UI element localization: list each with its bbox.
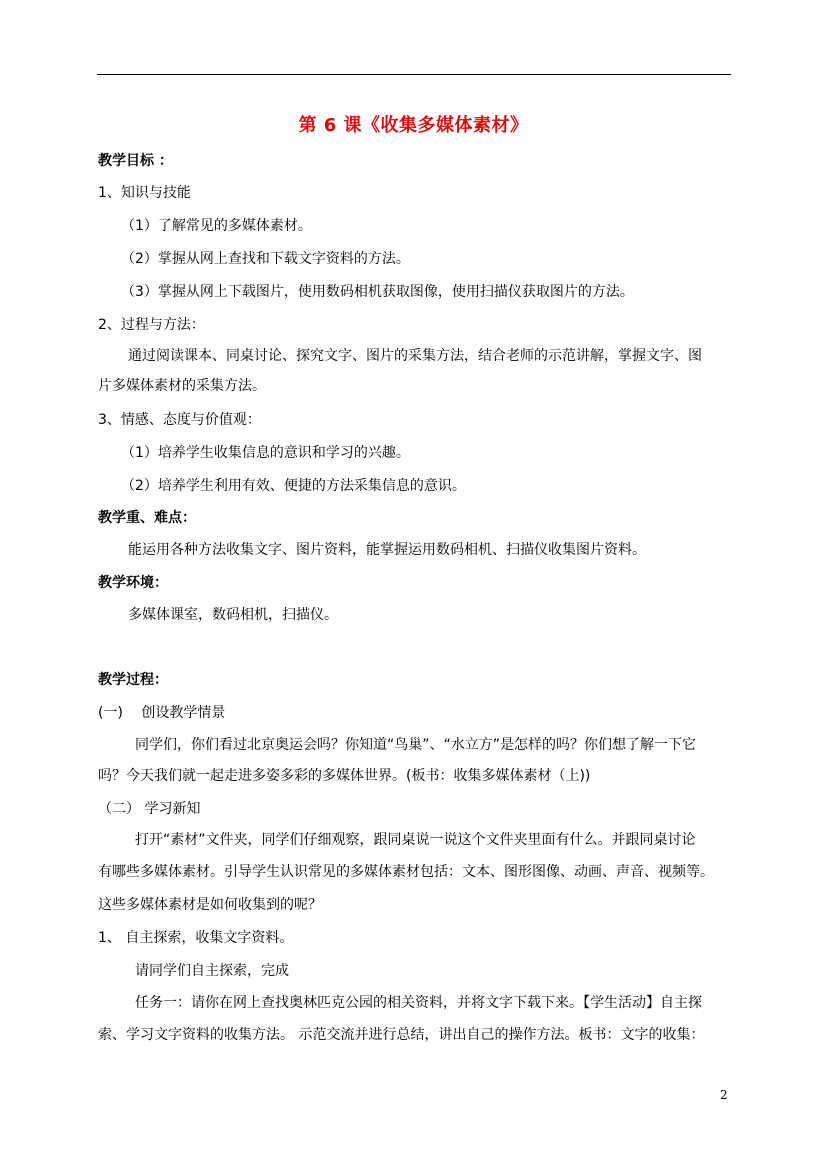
paragraph-line: 片多媒体素材的采集方法。 [98,378,266,394]
paragraph-line: 同学们，你们看过北京奥运会吗？你知道“鸟巢”、“水立方”是怎样的吗？你们想了解一下它 [135,737,697,753]
heading-key-points: 教学重、难点： [98,510,196,526]
heading-teaching-environment: 教学环境： [98,575,168,591]
paragraph-line: 多媒体课室，数码相机，扫描仪。 [128,607,338,623]
paragraph-line: 请同学们自主探索，完成 [135,963,289,979]
header-rule [97,74,731,75]
paragraph-line: 通过阅读课本、同桌讨论、探究文字、图片的采集方法，结合老师的示范讲解，掌握文字、图 [128,348,702,364]
paragraph-line: 打开“素材”文件夹，同学们仔细观察，跟同桌说一说这个文件夹里面有什么。并跟同桌讨论 [135,832,696,848]
paragraph-line: 能运用各种方法收集文字、图片资料，能掌握运用数码相机、扫描仪收集图片资料。 [128,542,646,558]
paragraph-line: 索、学习文字资料的收集方法。 示范交流并进行总结，讲出自己的操作方法。板书：文字的收集： [98,1027,705,1043]
paragraph-line: 吗？今天我们就一起走进多姿多彩的多媒体世界。(板书：收集多媒体素材（上)) [98,768,591,784]
paragraph-line: 这些多媒体素材是如何收集到的呢？ [98,897,322,913]
step-heading: (一) 创设教学情景 [98,705,226,721]
page-number: 2 [720,1088,728,1102]
objective-item: （2）掌握从网上查找和下载文字资料的方法。 [121,251,410,267]
objective-item: （2）培养学生利用有效、便捷的方法采集信息的意识。 [121,478,466,494]
objective-item: （3）掌握从网上下载图片，使用数码相机获取图像，使用扫描仪获取图片的方法。 [121,284,634,300]
step-heading: （二） 学习新知 [98,801,201,817]
heading-teaching-objectives: 教学目标 ： [98,153,173,169]
section-process-method: 2、过程与方法： [98,317,205,333]
section-knowledge-skills: 1、知识与技能 [98,185,191,201]
lesson-title: 第 6 课《收集多媒体素材》 [298,115,529,136]
objective-item: （1）培养学生收集信息的意识和学习的兴趣。 [121,445,410,461]
paragraph-line: 有哪些多媒体素材。引导学生认识常见的多媒体素材包括：文本、图形图像、动画、声音、视频等。 [98,864,714,880]
section-attitude-values: 3、情感、态度与价值观： [98,412,261,428]
paragraph-line: 任务一：请你在网上查找奥林匹克公园的相关资料，并将文字下载下来。【学生活动】自主探 [135,995,702,1011]
step-heading: 1、 自主探索，收集文字资料。 [98,930,294,946]
heading-teaching-process: 教学过程： [98,672,168,688]
objective-item: （1）了解常见的多媒体素材。 [121,218,312,234]
